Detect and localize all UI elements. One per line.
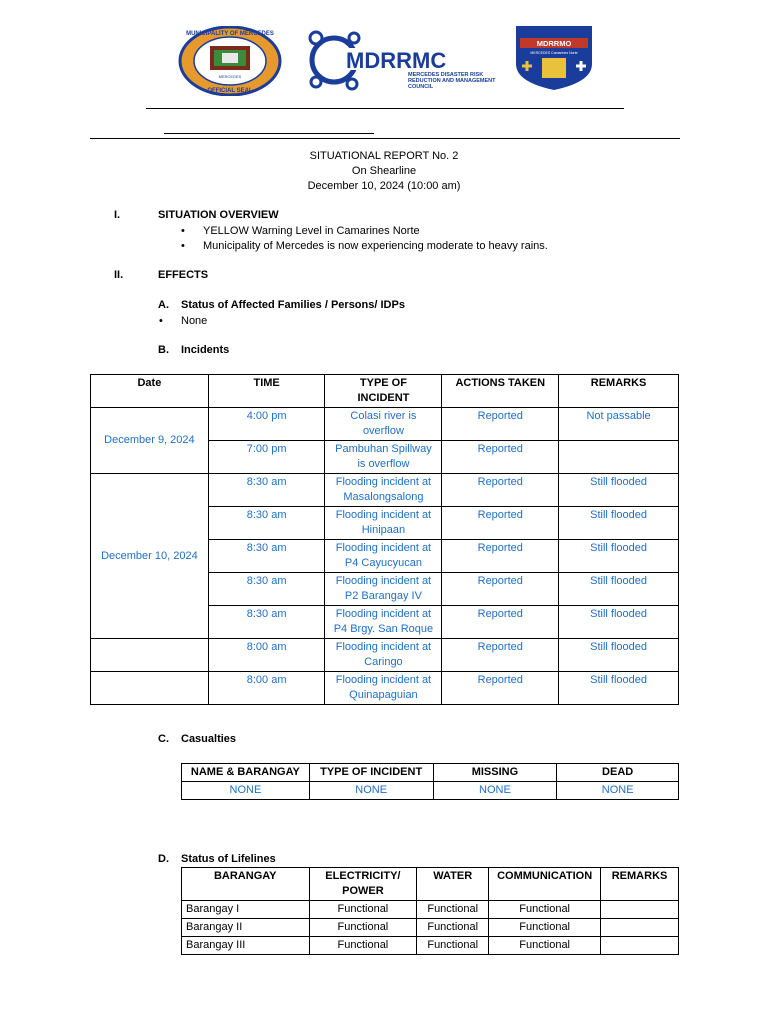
header-time: TIME: [208, 375, 325, 408]
water-cell: Functional: [417, 937, 489, 955]
type-cell: Flooding incident at P4 Cayucyucan: [325, 540, 442, 573]
mdrrmc-line2: REDUCTION AND MANAGEMENT: [408, 78, 496, 84]
lifeline-remarks-cell: [601, 937, 679, 955]
casualties-header: TYPE OF INCIDENT: [309, 764, 433, 782]
lifelines-header-electricity: ELECTRICITY/ POWER: [309, 868, 417, 901]
time-cell: 8:00 am: [208, 639, 325, 672]
barangay-cell: Barangay II: [182, 919, 310, 937]
type-cell: Flooding incident at P4 Brgy. San Roque: [325, 606, 442, 639]
lifelines-header-remarks: REMARKS: [601, 868, 679, 901]
date-cell-empty: [91, 672, 209, 705]
remarks-cell: [559, 441, 679, 474]
action-cell: Reported: [442, 507, 559, 540]
signature-line: [164, 133, 374, 134]
type-cell: Flooding incident at P2 Barangay IV: [325, 573, 442, 606]
casualties-table: [181, 763, 679, 800]
time-cell: 7:00 pm: [208, 441, 325, 474]
subsection-b-label: B.: [158, 344, 169, 356]
subsection-d-label: D.: [158, 853, 169, 865]
header-date: Date: [91, 375, 209, 408]
remarks-cell: Still flooded: [559, 672, 679, 705]
date-cell-dec10: December 10, 2024: [91, 474, 209, 639]
barangay-cell: Barangay III: [182, 937, 310, 955]
time-cell: 8:30 am: [208, 507, 325, 540]
mdrrmo-logo: [514, 24, 594, 92]
seal-bottom-text: OFFICIAL SEAL: [207, 88, 253, 94]
subsection-b-title: Incidents: [181, 344, 230, 356]
table-row: [182, 901, 679, 919]
communication-cell: Functional: [489, 937, 601, 955]
lifelines-header-row: [182, 868, 679, 901]
header-remarks: REMARKS: [559, 375, 679, 408]
remarks-cell: Still flooded: [559, 639, 679, 672]
action-cell: Reported: [442, 441, 559, 474]
casualty-cell: NONE: [433, 782, 557, 800]
incidents-header-row: [91, 375, 679, 408]
communication-cell: Functional: [489, 901, 601, 919]
type-cell: Colasi river is overflow: [325, 408, 442, 441]
report-subtitle: On Shearline: [351, 165, 417, 177]
table-row: [182, 782, 679, 800]
subsection-c-title: Casualties: [181, 733, 237, 745]
action-cell: Reported: [442, 606, 559, 639]
table-row: [91, 672, 679, 705]
type-cell: Flooding incident at Hinipaan: [325, 507, 442, 540]
communication-cell: Functional: [489, 919, 601, 937]
action-cell: Reported: [442, 408, 559, 441]
date-cell-dec9: December 9, 2024: [91, 408, 209, 474]
report-title: SITUATIONAL REPORT No. 2: [309, 150, 459, 162]
overview-bullet-2: • Municipality of Mercedes is now experiencing moderate to heavy rains.: [203, 240, 548, 252]
table-row: [182, 919, 679, 937]
action-cell: Reported: [442, 540, 559, 573]
electricity-cell: Functional: [309, 919, 417, 937]
remarks-cell: Still flooded: [559, 573, 679, 606]
header-actions: ACTIONS TAKEN: [442, 375, 559, 408]
lifelines-header-water: WATER: [417, 868, 489, 901]
remarks-cell: Still flooded: [559, 606, 679, 639]
mdrrmo-acronym: MDRRMO: [536, 39, 572, 48]
remarks-cell: Still flooded: [559, 507, 679, 540]
section2-number: II.: [114, 269, 124, 281]
time-cell: 4:00 pm: [208, 408, 325, 441]
time-cell: 8:30 am: [208, 474, 325, 507]
overview-bullet-1: • YELLOW Warning Level in Camarines Norte: [203, 225, 420, 237]
header-rule: [146, 108, 624, 109]
time-cell: 8:30 am: [208, 606, 325, 639]
action-cell: Reported: [442, 573, 559, 606]
affected-bullet: • None: [181, 315, 207, 327]
electricity-cell: Functional: [309, 937, 417, 955]
electricity-cell: Functional: [309, 901, 417, 919]
water-cell: Functional: [417, 919, 489, 937]
type-cell: Flooding incident at Caringo: [325, 639, 442, 672]
seal-ring-text: MUNICIPALITY OF MERCEDES: [186, 31, 274, 37]
subsection-a-label: A.: [158, 299, 169, 311]
casualty-cell: NONE: [557, 782, 679, 800]
remarks-cell: Not passable: [559, 408, 679, 441]
date-cell-empty: [91, 639, 209, 672]
table-row: [91, 639, 679, 672]
mdrrmc-line1: MERCEDES DISASTER RISK: [408, 72, 484, 78]
type-cell: Pambuhan Spillway is overflow: [325, 441, 442, 474]
lifelines-table: [181, 867, 679, 955]
barangay-cell: Barangay I: [182, 901, 310, 919]
subsection-a-title: Status of Affected Families / Persons/ IDPs: [181, 299, 405, 311]
table-row: [91, 474, 679, 507]
action-cell: Reported: [442, 639, 559, 672]
type-cell: Flooding incident at Quinapaguian: [325, 672, 442, 705]
type-cell: Flooding incident at Masalongsalong: [325, 474, 442, 507]
remarks-cell: Still flooded: [559, 540, 679, 573]
water-cell: Functional: [417, 901, 489, 919]
subsection-d-title: Status of Lifelines: [181, 853, 276, 865]
mdrrmo-subtitle: MERCEDES Camarines Norte: [530, 51, 578, 55]
municipal-seal-logo: [178, 26, 282, 96]
lifeline-remarks-cell: [601, 901, 679, 919]
mdrrmc-acronym: MDRRMC: [346, 48, 447, 73]
casualty-cell: NONE: [182, 782, 310, 800]
header-rule-long: [90, 138, 680, 139]
mdrrmc-logo: [306, 26, 496, 94]
seal-inner-text: MERCEDES: [218, 74, 242, 79]
incidents-table: [90, 374, 679, 705]
casualties-header: DEAD: [557, 764, 679, 782]
lifeline-remarks-cell: [601, 919, 679, 937]
time-cell: 8:30 am: [208, 540, 325, 573]
table-row: [182, 937, 679, 955]
action-cell: Reported: [442, 474, 559, 507]
header-type: TYPE OF INCIDENT: [325, 375, 442, 408]
action-cell: Reported: [442, 672, 559, 705]
lifelines-header-communication: COMMUNICATION: [489, 868, 601, 901]
section1-number: I.: [114, 209, 121, 221]
report-date: December 10, 2024 (10:00 am): [307, 180, 461, 192]
casualties-header: MISSING: [433, 764, 557, 782]
lifelines-header-barangay: BARANGAY: [182, 868, 310, 901]
casualties-header: NAME & BARANGAY: [182, 764, 310, 782]
casualties-header-row: [182, 764, 679, 782]
section2-title: EFFECTS: [158, 269, 209, 281]
subsection-c-label: C.: [158, 733, 169, 745]
time-cell: 8:00 am: [208, 672, 325, 705]
time-cell: 8:30 am: [208, 573, 325, 606]
casualty-cell: NONE: [309, 782, 433, 800]
remarks-cell: Still flooded: [559, 474, 679, 507]
section1-title: SITUATION OVERVIEW: [158, 209, 279, 221]
table-row: [91, 408, 679, 441]
mdrrmc-line3: COUNCIL: [408, 84, 434, 90]
